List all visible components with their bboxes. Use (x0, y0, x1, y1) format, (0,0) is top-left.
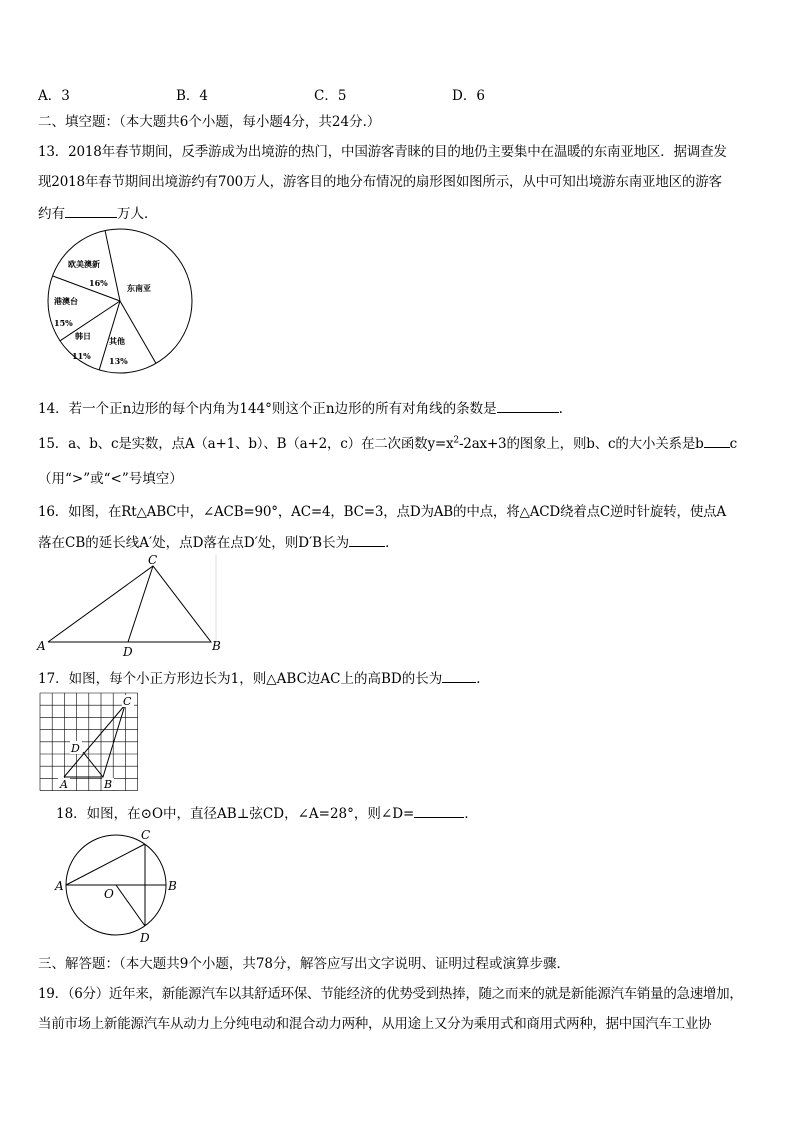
q14-line (38, 397, 563, 417)
q15-superscript: 2 (453, 435, 459, 446)
q17-line (38, 667, 490, 687)
q18-line (56, 802, 478, 822)
q19-line-1: 19．（6分）近年来，新能源汽车以其舒适环保、节能经济的优势受到热捧，随之而来的就是新能源汽车销量的急速增加， (38, 986, 743, 1002)
q15-text-c: c (729, 436, 737, 452)
q18-text-a: 18．如图，在⊙O中，直径AB⊥弦CD，∠A=28°，则∠D= (56, 806, 415, 822)
q19-line-2: 当前市场上新能源汽车从动力上分纯电动和混合动力两种，从用途上又分为乘用式和商用式两种，据中国汽车工业协 (38, 1016, 712, 1032)
pie-pct-hanri: 11% (72, 351, 91, 361)
q15-text-a: 15．a、b、c是实数，点A（a+1、b）、B（a+2，c）在二次函数y=x (38, 436, 454, 452)
pie-pct-oumei: 16% (89, 278, 108, 288)
fig16-label-c: C (148, 553, 158, 567)
option-b: B．4 (176, 88, 209, 104)
q14-answer-blank[interactable] (497, 412, 559, 413)
circle-figure-18 (52, 826, 186, 946)
q13-line-3 (38, 202, 158, 222)
pie-label-oumei: 欧美澳新 (68, 259, 100, 269)
pie-label-dongnanya: 东南亚 (127, 283, 151, 293)
q13-line-1: 13．2018年春节期间，反季游成为出境游的热门，中国游客青睐的目的地仍主要集中在温暖的东南亚地区．据调查发 (38, 144, 727, 160)
q14-text-a: 14．若一个正n边形的每个内角为144°则这个正n边形的所有对角线的条数是 (38, 401, 497, 417)
q13-text-b: 万人． (117, 206, 158, 222)
option-d: D．6 (452, 88, 485, 104)
section-2-heading: 二、填空题：（本大题共6个小题，每小题4分，共24分.） (38, 114, 381, 130)
q16-line-2 (38, 531, 399, 551)
fig18-label-a: A (55, 879, 64, 893)
fig18-label-d: D (140, 931, 150, 945)
q17-text-b: ． (476, 671, 490, 687)
q18-answer-blank[interactable] (414, 817, 464, 818)
fig16-label-b: B (212, 639, 221, 653)
q13-answer-blank[interactable] (65, 217, 117, 218)
fig17-label-b: B (104, 778, 113, 791)
section-3-heading: 三、解答题：（本大题共9个小题，共78分，解答应写出文字说明、证明过程或演算步骤． (38, 956, 571, 972)
q15-line-2: （用“>”或“<”号填空） (38, 471, 183, 487)
pie-pct-qita: 13% (109, 356, 128, 366)
fig18-label-o: O (104, 887, 114, 901)
q17-answer-blank[interactable] (442, 682, 476, 683)
pie-label-qita: 其他 (109, 336, 125, 346)
option-c: C．5 (314, 88, 347, 104)
q16-line-1: 16．如图，在Rt△ABC中，∠ACB=90°，AC=4，BC=3，点D为AB的中点，将△ACD绕着点C逆时针旋转，使点A (38, 504, 726, 520)
fig18-label-b: B (168, 879, 177, 893)
q13-line-2: 现2018年春节期间出境游约有700万人，游客目的地分布情况的扇形图如图所示，从中可知出境游东南亚地区的游客 (38, 174, 722, 190)
triangle-figure-16 (34, 552, 228, 660)
pie-label-hanri: 韩日 (75, 331, 91, 341)
q16-text-a: 落在CB的延长线A′处，点D落在点D′处，则D′B长为 (38, 535, 350, 551)
q16-text-b: ． (385, 535, 399, 551)
grid-figure-17 (38, 691, 142, 791)
q15-text-b: -2ax+3的图象上，则b、c的大小关系是b (458, 436, 704, 452)
pie-pct-gangao: 15% (54, 318, 73, 328)
fig17-label-a: A (60, 778, 68, 791)
fig16-label-a: A (37, 639, 46, 653)
q18-text-b: ． (464, 806, 478, 822)
q15-line-1 (38, 432, 737, 452)
q17-text-a: 17．如图，每个小正方形边长为1，则△ABC边AC上的高BD的长为 (38, 671, 443, 687)
option-a: A．3 (38, 88, 70, 104)
fig18-label-c: C (141, 828, 151, 842)
fig16-label-d: D (123, 645, 133, 659)
fig17-label-c: C (123, 695, 132, 708)
q14-text-b: . (558, 401, 563, 417)
q16-answer-blank[interactable] (349, 546, 385, 547)
q13-text-a: 约有 (38, 206, 65, 222)
pie-chart (40, 228, 200, 378)
pie-label-gangao: 港澳台 (54, 296, 78, 306)
q15-answer-blank[interactable] (704, 447, 730, 448)
fig17-label-d: D (71, 742, 80, 755)
